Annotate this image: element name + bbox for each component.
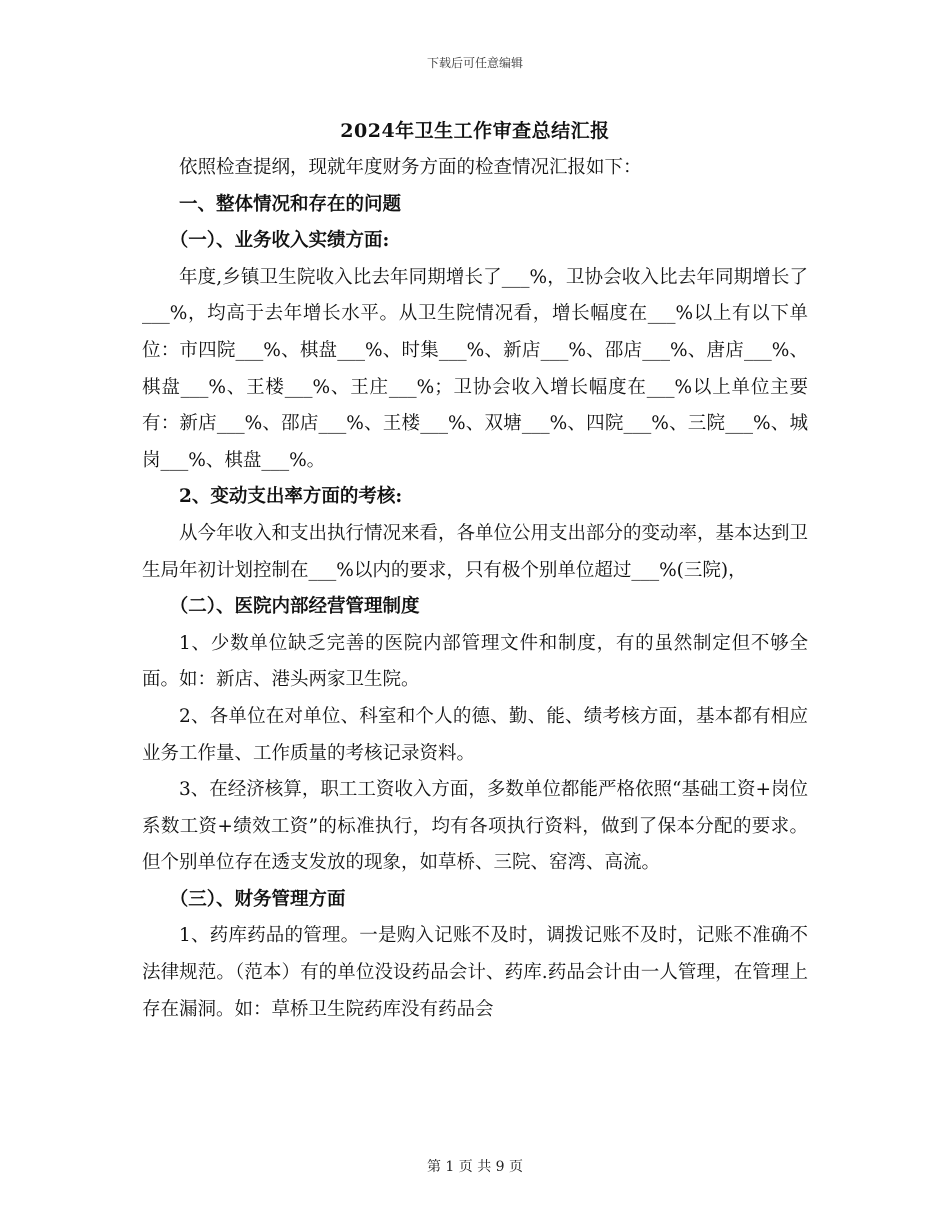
page-number: 第 1 页 共 9 页	[426, 1159, 524, 1175]
intro-paragraph: 依照检查提纲，现就年度财务方面的检查情况汇报如下：	[179, 157, 642, 178]
subsection-heading-3: （二）、医院内部经营管理制度	[169, 596, 420, 618]
subsection-heading-2: 2、变动支出率方面的考核:	[179, 486, 403, 508]
page-header-note: 下载后可任意编辑	[426, 56, 523, 70]
section-heading-1: 一、整体情况和存在的问题	[179, 193, 402, 215]
subsection-heading-4: （三）、财务管理方面	[169, 888, 346, 910]
document-title: 2024年卫生工作审查总结汇报	[340, 120, 610, 142]
document-body	[142, 150, 808, 1028]
paragraph: 3、在经济核算，职工工资收入方面，多数单位都能严格依照“基础工资+岗位系数工资+绩效工资”的标准执行，均有各项执行资料，做到了保本分配的要求。但个别单位存在透支发放的现象，如草桥、三院、窑湾、高流。	[142, 779, 808, 874]
paragraph: 年度,乡镇卫生院收入比去年同期增长了___%，卫协会收入比去年同期增长了___%，均高于去年增长水平。从卫生院情况看，增长幅度在___%以上有以下单位：市四院___%、棋盘___%、时集___%、新店___%、邵店___%、唐店___%、棋盘___%、王楼___%、王庄___%；卫协会收入增长幅度在___%以上单位主要有：新店___%、邵店___%、王楼___%、双塘___%、四院___%、三院___%、城岗___%、棋盘___%。	[142, 266, 808, 471]
subsection-heading-1: （一）、业务收入实绩方面:	[169, 230, 390, 252]
paragraph: 1、少数单位缺乏完善的医院内部管理文件和制度，有的虽然制定但不够全面。如：新店、港头两家卫生院。	[142, 632, 808, 691]
paragraph: 2、各单位在对单位、科室和个人的德、勤、能、绩考核方面，基本都有相应业务工作量、工作质量的考核记录资料。	[142, 705, 808, 764]
paragraph: 从今年收入和支出执行情况来看，各单位公用支出部分的变动率，基本达到卫生局年初计划控制在___%以内的要求，只有极个别单位超过___%(三院)，	[142, 522, 809, 581]
paragraph: 1、药库药品的管理。一是购入记账不及时，调拨记账不及时，记账不准确不法律规范。（范本）有的单位没设药品会计、药库.药品会计由一人管理，在管理上存在漏洞。如：草桥卫生院药库没有药品会	[142, 925, 808, 1020]
